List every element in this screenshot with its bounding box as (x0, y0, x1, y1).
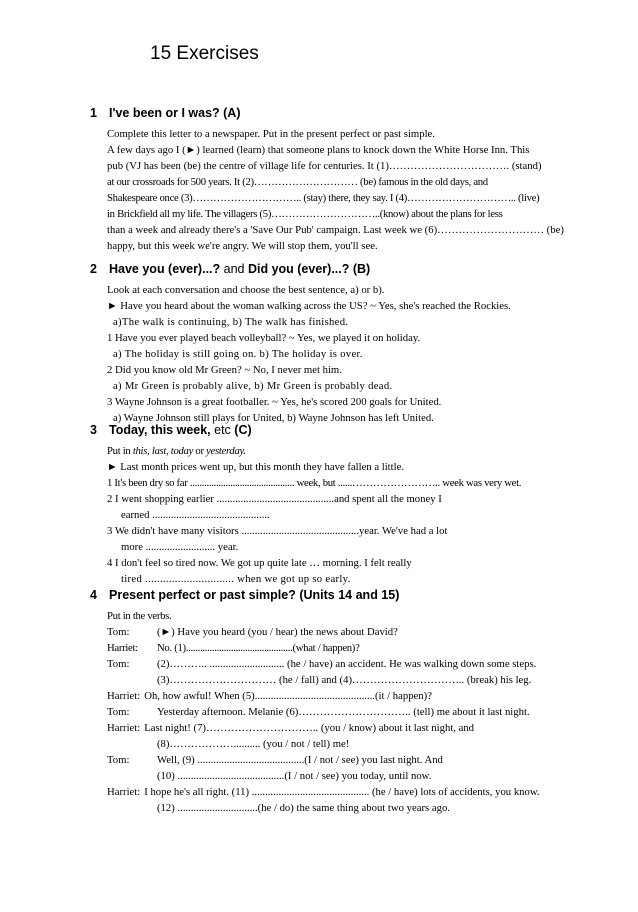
question-line: 1 It's been dry so far ............................................ week, but ......…………………….. week was very wet. (107, 477, 522, 489)
instruction-words: yesterday. (206, 445, 246, 457)
line-text: Well, (9) ........................................(I / not / see) you last night. And (157, 754, 443, 766)
example-line: ► Have you heard about the woman walking across the US? ~ Yes, she's reached the Rockies. (107, 300, 511, 312)
question-line: 2 I went shopping earlier ............................................and spent all the money I (107, 493, 442, 505)
exercise-2 (90, 262, 610, 426)
line-text: (12) ..............................(he / do) the same thing about two years ago. (157, 802, 450, 814)
dialogue-line (90, 688, 610, 704)
dialogue-line (90, 800, 610, 816)
instruction: Look at each conversation and choose the best sentence, a) or b). (107, 284, 385, 296)
line-text: (8)……………….......... (you / not / tell) me! (157, 738, 350, 750)
line-text: (3)………………………… (he / fall) and (4)………………………….. (break) his leg. (157, 674, 532, 686)
dialogue-line (90, 736, 610, 752)
option-line: a) Wayne Johnson still plays for United, b) Wayne Johnson has left United. (113, 412, 434, 424)
exercise-number: 2 (90, 262, 97, 276)
heading-text: Present perfect or past simple? (Units 14 and 15) (109, 588, 400, 602)
letter-line: Shakespeare once (3)………………………….. (stay) there, they say. I (4)………………………….. (live) (107, 192, 540, 204)
question-line: 4 I don't feel so tired now. We got up quite late … morning. I felt really (107, 557, 412, 569)
speaker: Harriet: (107, 642, 138, 654)
exercise-4-heading (90, 588, 610, 602)
dialogue-line (90, 784, 610, 800)
option-line: a) The holiday is still going on. b) The holiday is over. (113, 348, 363, 360)
line-text: No. (1).............................................(what / happen)? (157, 642, 360, 654)
letter-line: at our crossroads for 500 years. It (2)………………………… (be) famous in the old days, and (107, 176, 488, 188)
heading-etc: etc (210, 423, 235, 437)
exercise-number: 4 (90, 588, 97, 602)
instruction: Complete this letter to a newspaper. Put in the present perfect or past simple. (107, 128, 435, 140)
line-text: (►) Have you heard (you / hear) the news about David? (157, 626, 398, 638)
exercise-1-heading (90, 106, 610, 120)
question-line: 3 Wayne Johnson is a great footballer. ~ Yes, he's scored 200 goals for United. (107, 396, 442, 408)
exercise-3-heading (90, 423, 610, 437)
exercise-4 (90, 588, 610, 816)
speaker: Tom: (107, 658, 130, 670)
instruction (90, 443, 610, 459)
dialogue-line (90, 672, 610, 688)
line-text: Last night! (7)………………………….. (you / know) about it last night, and (144, 722, 475, 734)
dialogue-line (90, 752, 610, 768)
letter-line: A few days ago I (►) learned (learn) that someone plans to knock down the White Horse Inn. This (107, 144, 530, 156)
exercise-number: 3 (90, 423, 97, 437)
dialogue-line (90, 624, 610, 640)
heading-part-b: Did you (ever)...? (B) (247, 262, 371, 276)
line-text: (10) ........................................(I / not / see) you today, until now. (157, 770, 432, 782)
letter-line: in Brickfield all my life. The villagers (5)…………………………..(know) about the plans for less (107, 208, 503, 220)
heading-text: I've been or I was? (A) (109, 106, 241, 120)
speaker: Harriet: (107, 722, 141, 734)
letter-line: happy, but this week we're angry. We will stop them, you'll see. (107, 240, 378, 252)
speaker: Tom: (107, 626, 130, 638)
speaker: Harriet: (107, 786, 141, 798)
option-line: a)The walk is continuing, b) The walk has finished. (113, 316, 349, 328)
instruction-text: Put in (107, 445, 133, 457)
speaker: Harriet: (107, 690, 141, 702)
page-title: 15 Exercises (150, 43, 259, 64)
dialogue-line (90, 656, 610, 672)
exercise-number: 1 (90, 106, 97, 120)
dialogue-line (90, 640, 610, 656)
line-text: I hope he's all right. (11) ............................................ (he / have) lots of accidents, you know. (144, 786, 540, 798)
question-line: 1 Have you ever played beach volleyball? ~ Yes, we played it on holiday. (107, 332, 421, 344)
dialogue-line (90, 704, 610, 720)
speaker: Tom: (107, 754, 130, 766)
heading-part-a: Have you (ever)...? (109, 262, 221, 276)
line-text: Yesterday afternoon. Melanie (6)………………………….. (tell) me about it last night. (157, 706, 530, 718)
question-line: 2 Did you know old Mr Green? ~ No, I never met him. (107, 364, 342, 376)
question-line: earned ............................................ (121, 509, 270, 521)
dialogue-line (90, 768, 610, 784)
line-text: (2)……….. ............................ (he / have) an accident. He was walking down some steps. (157, 658, 537, 670)
letter-line: than a week and already there's a 'Save Our Pub' campaign. Last week we (6)………………………… (be) (107, 224, 564, 236)
instruction: Put in the verbs. (107, 610, 172, 622)
exercise-3 (90, 423, 610, 587)
option-line: a) Mr Green is probably alive, b) Mr Green is probably dead. (113, 380, 393, 392)
question-line: tired .............................. when we got up so early. (121, 573, 351, 585)
example-line: ► Last month prices went up, but this month they have fallen a little. (107, 461, 405, 473)
instruction-text: or (193, 445, 207, 457)
letter-line: pub (VJ has been (be) the centre of village life for centuries. It (1)……………………………. (stand) (107, 160, 542, 172)
heading-and: and (220, 262, 248, 276)
question-line: more .......................... year. (121, 541, 239, 553)
heading-part-a: Today, this week, (109, 423, 211, 437)
line-text: Oh, how awful! When (5).............................................(it / happen)? (144, 690, 432, 702)
question-line: 3 We didn't have many visitors ............................................year. We've had a lot (107, 525, 448, 537)
dialogue-line (90, 720, 610, 736)
exercise-1 (90, 106, 610, 254)
heading-part-b: (C) (234, 423, 252, 437)
speaker: Tom: (107, 706, 130, 718)
instruction-words: this, last, today (132, 445, 194, 457)
exercise-2-heading (90, 262, 610, 276)
